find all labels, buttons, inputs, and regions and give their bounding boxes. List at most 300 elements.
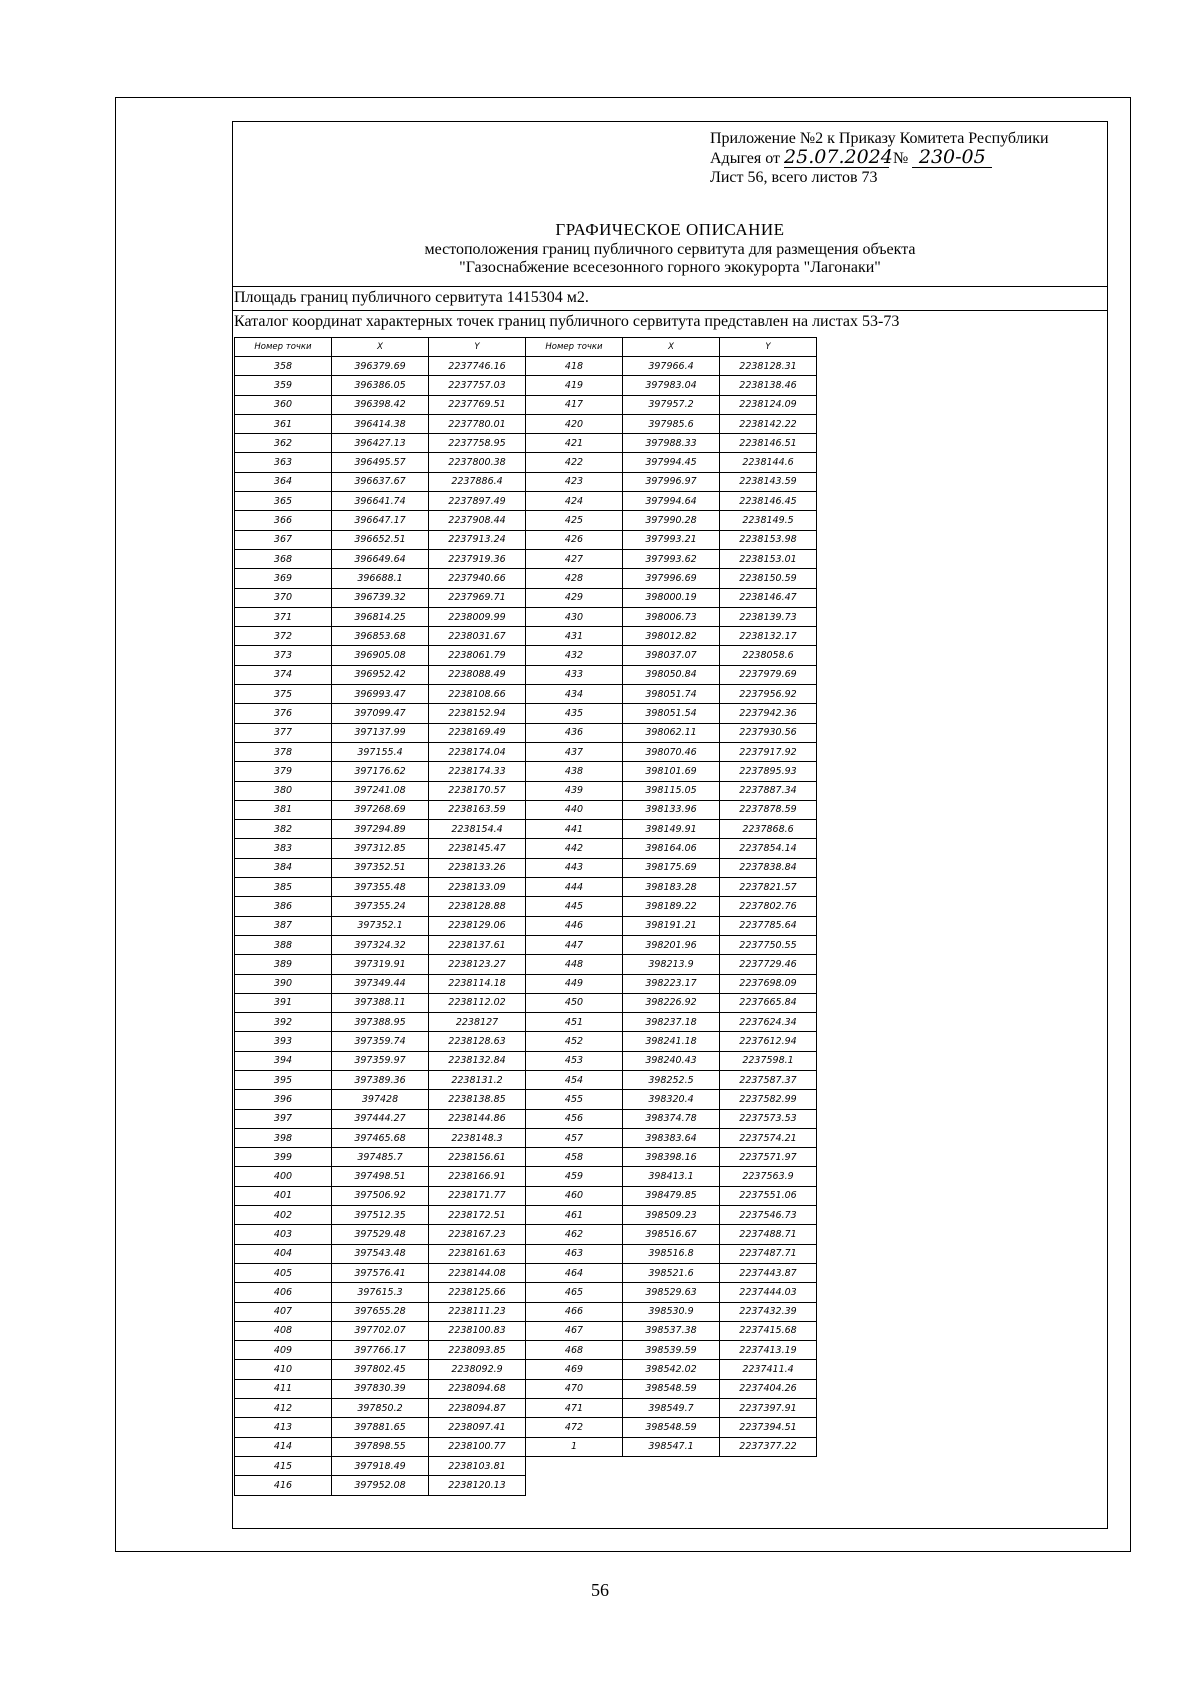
cell-x-coordinate: 396495.57 (332, 453, 429, 472)
cell-y-coordinate: 2237587.37 (720, 1070, 817, 1089)
table-row (235, 1013, 817, 1032)
cell-x-coordinate: 398252.5 (623, 1070, 720, 1089)
cell-y-coordinate: 2237887.34 (720, 781, 817, 800)
cell-point-number: 383 (235, 839, 332, 858)
cell-y-coordinate: 2238156.61 (429, 1148, 526, 1167)
cell-point-number: 426 (526, 530, 623, 549)
cell-point-number: 457 (526, 1128, 623, 1147)
cell-point-number: 377 (235, 723, 332, 742)
cell-x-coordinate: 396637.67 (332, 472, 429, 491)
cell-x-coordinate: 398516.67 (623, 1225, 720, 1244)
cell-x-coordinate: 398201.96 (623, 935, 720, 954)
table-row (235, 1128, 817, 1147)
cell-x-coordinate: 398037.07 (623, 646, 720, 665)
table-row (235, 685, 817, 704)
cell-y-coordinate: 2238163.59 (429, 800, 526, 819)
cell-point-number: 412 (235, 1399, 332, 1418)
cell-point-number: 458 (526, 1148, 623, 1167)
cell-x-coordinate: 397952.08 (332, 1476, 429, 1495)
cell-point-number: 418 (526, 357, 623, 376)
table-body (235, 357, 817, 1496)
cell-point-number: 376 (235, 704, 332, 723)
cell-y-coordinate: 2238153.98 (720, 530, 817, 549)
cell-x-coordinate: 397850.2 (332, 1399, 429, 1418)
cell-x-coordinate: 397312.85 (332, 839, 429, 858)
cell-x-coordinate: 396414.38 (332, 414, 429, 433)
cell-point-number: 378 (235, 742, 332, 761)
cell-point-number: 402 (235, 1206, 332, 1225)
cell-y-coordinate: 2237729.46 (720, 955, 817, 974)
cell-y-coordinate: 2238146.45 (720, 492, 817, 511)
cell-x-coordinate: 397352.51 (332, 858, 429, 877)
table-row (235, 472, 817, 491)
cell-y-coordinate: 2237624.34 (720, 1013, 817, 1032)
table-row (235, 1263, 817, 1282)
table-row (235, 839, 817, 858)
cell-x-coordinate: 397176.62 (332, 762, 429, 781)
cell-x-coordinate: 397388.95 (332, 1013, 429, 1032)
cell-y-coordinate: 2237802.76 (720, 897, 817, 916)
title-block (232, 221, 1108, 277)
cell-point-number: 358 (235, 357, 332, 376)
cell-point-number: 371 (235, 607, 332, 626)
cell-point-number: 471 (526, 1399, 623, 1418)
cell-x-coordinate: 397655.28 (332, 1302, 429, 1321)
cell-y-coordinate: 2238128.63 (429, 1032, 526, 1051)
cell-point-number: 429 (526, 588, 623, 607)
cell-point-number: 390 (235, 974, 332, 993)
cell-point-number: 440 (526, 800, 623, 819)
cell-x-coordinate: 398509.23 (623, 1206, 720, 1225)
cell-y-coordinate: 2238166.91 (429, 1167, 526, 1186)
cell-y-coordinate: 2238120.13 (429, 1476, 526, 1495)
cell-x-coordinate: 397994.64 (623, 492, 720, 511)
cell-y-coordinate: 2237397.91 (720, 1399, 817, 1418)
cell-x-coordinate: 398548.59 (623, 1418, 720, 1437)
cell-point-number: 368 (235, 549, 332, 568)
cell-x-coordinate: 398133.96 (623, 800, 720, 819)
header-point-number-2: Номер точки (526, 338, 623, 357)
cell-y-coordinate: 2237551.06 (720, 1186, 817, 1205)
table-row (235, 723, 817, 742)
cell-point-number: 443 (526, 858, 623, 877)
cell-point-number: 382 (235, 820, 332, 839)
cell-point-number: 444 (526, 878, 623, 897)
cell-y-coordinate: 2237785.64 (720, 916, 817, 935)
cell-x-coordinate: 396853.68 (332, 627, 429, 646)
table-row (235, 395, 817, 414)
area-row: Площадь границ публичного сервитута 1415304 м2. (232, 286, 1108, 310)
cell-point-number: 436 (526, 723, 623, 742)
header-point-number-1: Номер точки (235, 338, 332, 357)
cell-x-coordinate: 396993.47 (332, 685, 429, 704)
cell-point-number: 464 (526, 1263, 623, 1282)
cell-point-number: 433 (526, 665, 623, 684)
cell-point-number: 397 (235, 1109, 332, 1128)
cell-point-number: 453 (526, 1051, 623, 1070)
cell-x-coordinate: 398479.85 (623, 1186, 720, 1205)
cell-y-coordinate: 2238170.57 (429, 781, 526, 800)
cell-y-coordinate: 2237563.9 (720, 1167, 817, 1186)
cell-x-coordinate: 397988.33 (623, 434, 720, 453)
cell-y-coordinate: 2238174.04 (429, 742, 526, 761)
cell-y-coordinate: 2237404.26 (720, 1379, 817, 1398)
cell-y-coordinate: 2238161.63 (429, 1244, 526, 1263)
cell-point-number: 455 (526, 1090, 623, 1109)
cell-y-coordinate: 2238171.77 (429, 1186, 526, 1205)
title-line-3: "Газоснабжение всесезонного горного экокурорта "Лагонаки" (459, 259, 881, 276)
cell-x-coordinate: 398006.73 (623, 607, 720, 626)
cell-x-coordinate: 397359.97 (332, 1051, 429, 1070)
cell-y-coordinate: 2238138.85 (429, 1090, 526, 1109)
cell-point-number: 420 (526, 414, 623, 433)
cell-point-number: 423 (526, 472, 623, 491)
cell-x-coordinate: 397485.7 (332, 1148, 429, 1167)
table-row (235, 434, 817, 453)
cell-point-number (526, 1476, 623, 1495)
cell-x-coordinate: 396427.13 (332, 434, 429, 453)
cell-y-coordinate: 2238111.23 (429, 1302, 526, 1321)
cell-y-coordinate: 2237413.19 (720, 1341, 817, 1360)
cell-y-coordinate: 2237780.01 (429, 414, 526, 433)
table-row (235, 800, 817, 819)
cell-point-number: 363 (235, 453, 332, 472)
cell-y-coordinate: 2237854.14 (720, 839, 817, 858)
table-row (235, 1341, 817, 1360)
header-y-1: Y (429, 338, 526, 357)
cell-y-coordinate: 2237574.21 (720, 1128, 817, 1147)
cell-x-coordinate: 397241.08 (332, 781, 429, 800)
cell-y-coordinate: 2237769.51 (429, 395, 526, 414)
appendix-line-2 (710, 148, 1049, 168)
cell-point-number: 468 (526, 1341, 623, 1360)
cell-point-number: 469 (526, 1360, 623, 1379)
cell-x-coordinate: 396652.51 (332, 530, 429, 549)
table-row (235, 1090, 817, 1109)
cell-x-coordinate: 398164.06 (623, 839, 720, 858)
cell-y-coordinate: 2237377.22 (720, 1437, 817, 1456)
cell-x-coordinate: 397996.97 (623, 472, 720, 491)
cell-y-coordinate: 2238133.26 (429, 858, 526, 877)
cell-point-number: 384 (235, 858, 332, 877)
table-row (235, 704, 817, 723)
cell-point-number: 450 (526, 993, 623, 1012)
cell-point-number: 435 (526, 704, 623, 723)
cell-x-coordinate: 398191.21 (623, 916, 720, 935)
cell-y-coordinate: 2238123.27 (429, 955, 526, 974)
cell-point-number: 405 (235, 1263, 332, 1282)
table-row (235, 1360, 817, 1379)
cell-point-number: 381 (235, 800, 332, 819)
cell-y-coordinate: 2238143.59 (720, 472, 817, 491)
appendix-line-1: Приложение №2 к Приказу Комитета Республики (710, 130, 1049, 147)
cell-x-coordinate: 398101.69 (623, 762, 720, 781)
cell-y-coordinate: 2237571.97 (720, 1148, 817, 1167)
cell-y-coordinate: 2237940.66 (429, 569, 526, 588)
cell-x-coordinate: 397506.92 (332, 1186, 429, 1205)
cell-x-coordinate: 398226.92 (623, 993, 720, 1012)
cell-y-coordinate: 2238149.5 (720, 511, 817, 530)
cell-y-coordinate: 2238146.51 (720, 434, 817, 453)
cell-x-coordinate: 398183.28 (623, 878, 720, 897)
cell-x-coordinate: 398398.16 (623, 1148, 720, 1167)
table-row (235, 1206, 817, 1225)
cell-y-coordinate: 2238125.66 (429, 1283, 526, 1302)
cell-point-number: 410 (235, 1360, 332, 1379)
cell-point-number: 369 (235, 569, 332, 588)
cell-x-coordinate: 396814.25 (332, 607, 429, 626)
table-row (235, 1148, 817, 1167)
cell-y-coordinate: 2238167.23 (429, 1225, 526, 1244)
cell-point-number: 407 (235, 1302, 332, 1321)
cell-x-coordinate: 398237.18 (623, 1013, 720, 1032)
cell-y-coordinate: 2238148.3 (429, 1128, 526, 1147)
table-row (235, 627, 817, 646)
cell-y-coordinate: 2238145.47 (429, 839, 526, 858)
table-row (235, 588, 817, 607)
table-row (235, 955, 817, 974)
cell-point-number: 391 (235, 993, 332, 1012)
cell-point-number: 413 (235, 1418, 332, 1437)
table-row (235, 1109, 817, 1128)
cell-x-coordinate: 397324.32 (332, 935, 429, 954)
cell-point-number: 462 (526, 1225, 623, 1244)
cell-point-number: 398 (235, 1128, 332, 1147)
table-row (235, 1244, 817, 1263)
cell-x-coordinate: 397996.69 (623, 569, 720, 588)
cell-x-coordinate: 398547.1 (623, 1437, 720, 1456)
cell-y-coordinate: 2237930.56 (720, 723, 817, 742)
cell-x-coordinate: 397881.65 (332, 1418, 429, 1437)
cell-x-coordinate: 397355.24 (332, 897, 429, 916)
table-row (235, 1399, 817, 1418)
cell-y-coordinate: 2238103.81 (429, 1456, 526, 1475)
cell-y-coordinate: 2238061.79 (429, 646, 526, 665)
cell-x-coordinate: 398529.63 (623, 1283, 720, 1302)
cell-y-coordinate (720, 1476, 817, 1495)
appendix-date: 25.07.2024 (784, 146, 893, 168)
cell-point-number: 399 (235, 1148, 332, 1167)
cell-y-coordinate: 2238009.99 (429, 607, 526, 626)
cell-y-coordinate: 2237394.51 (720, 1418, 817, 1437)
cell-x-coordinate: 398241.18 (623, 1032, 720, 1051)
cell-point-number (526, 1456, 623, 1475)
table-row (235, 762, 817, 781)
cell-point-number: 388 (235, 935, 332, 954)
cell-point-number: 394 (235, 1051, 332, 1070)
cell-point-number: 463 (526, 1244, 623, 1263)
cell-y-coordinate: 2238093.85 (429, 1341, 526, 1360)
cell-y-coordinate: 2238150.59 (720, 569, 817, 588)
cell-x-coordinate: 396398.42 (332, 395, 429, 414)
cell-x-coordinate: 396647.17 (332, 511, 429, 530)
cell-y-coordinate: 2237443.87 (720, 1263, 817, 1282)
cell-x-coordinate: 396905.08 (332, 646, 429, 665)
cell-y-coordinate: 2238128.88 (429, 897, 526, 916)
cell-point-number: 380 (235, 781, 332, 800)
cell-y-coordinate: 2238131.2 (429, 1070, 526, 1089)
cell-y-coordinate: 2237757.03 (429, 376, 526, 395)
cell-x-coordinate: 397918.49 (332, 1456, 429, 1475)
cell-point-number: 452 (526, 1032, 623, 1051)
appendix-date-prefix: Адыгея от (710, 150, 781, 167)
cell-x-coordinate: 397099.47 (332, 704, 429, 723)
cell-y-coordinate: 2238172.51 (429, 1206, 526, 1225)
cell-x-coordinate: 397137.99 (332, 723, 429, 742)
cell-x-coordinate: 398012.82 (623, 627, 720, 646)
table-row (235, 781, 817, 800)
table-row (235, 974, 817, 993)
cell-x-coordinate: 397994.45 (623, 453, 720, 472)
cell-point-number: 442 (526, 839, 623, 858)
cell-point-number: 467 (526, 1321, 623, 1340)
table-row (235, 530, 817, 549)
cell-point-number: 448 (526, 955, 623, 974)
table-row (235, 1032, 817, 1051)
cell-y-coordinate: 2237750.55 (720, 935, 817, 954)
cell-y-coordinate: 2237886.4 (429, 472, 526, 491)
table-row (235, 607, 817, 626)
cell-point-number: 360 (235, 395, 332, 414)
cell-y-coordinate: 2237838.84 (720, 858, 817, 877)
cell-y-coordinate: 2237546.73 (720, 1206, 817, 1225)
table-row (235, 916, 817, 935)
cell-y-coordinate: 2238112.02 (429, 993, 526, 1012)
cell-x-coordinate: 397543.48 (332, 1244, 429, 1263)
cell-y-coordinate: 2238108.66 (429, 685, 526, 704)
cell-point-number: 427 (526, 549, 623, 568)
cell-x-coordinate: 396379.69 (332, 357, 429, 376)
cell-point-number: 470 (526, 1379, 623, 1398)
cell-x-coordinate: 397268.69 (332, 800, 429, 819)
cell-y-coordinate: 2237917.92 (720, 742, 817, 761)
table-row (235, 357, 817, 376)
appendix-block (710, 129, 1049, 187)
header-x-2: X (623, 338, 720, 357)
cell-x-coordinate: 398537.38 (623, 1321, 720, 1340)
table-row (235, 993, 817, 1012)
cell-x-coordinate: 398070.46 (623, 742, 720, 761)
cell-point-number: 451 (526, 1013, 623, 1032)
cell-x-coordinate: 398542.02 (623, 1360, 720, 1379)
table-row (235, 1456, 817, 1475)
table-row (235, 549, 817, 568)
cell-x-coordinate: 397359.74 (332, 1032, 429, 1051)
cell-y-coordinate: 2238088.49 (429, 665, 526, 684)
cell-y-coordinate: 2237415.68 (720, 1321, 817, 1340)
cell-point-number: 389 (235, 955, 332, 974)
cell-x-coordinate: 398050.84 (623, 665, 720, 684)
cell-point-number: 364 (235, 472, 332, 491)
cell-point-number: 459 (526, 1167, 623, 1186)
cell-point-number: 460 (526, 1186, 623, 1205)
cell-x-coordinate: 397766.17 (332, 1341, 429, 1360)
cell-point-number: 438 (526, 762, 623, 781)
cell-x-coordinate: 398530.9 (623, 1302, 720, 1321)
cell-x-coordinate: 397830.39 (332, 1379, 429, 1398)
cell-x-coordinate: 397352.1 (332, 916, 429, 935)
document-title: ГРАФИЧЕСКОЕ ОПИСАНИЕ (555, 220, 785, 239)
cell-point-number: 417 (526, 395, 623, 414)
cell-point-number: 434 (526, 685, 623, 704)
table-row (235, 511, 817, 530)
title-line-2: местоположения границ публичного сервитута для размещения объекта (424, 241, 916, 258)
cell-x-coordinate: 397444.27 (332, 1109, 429, 1128)
cell-y-coordinate: 2238174.33 (429, 762, 526, 781)
cell-x-coordinate: 398320.4 (623, 1090, 720, 1109)
appendix-number-label: № (893, 150, 909, 167)
cell-y-coordinate: 2238058.6 (720, 646, 817, 665)
cell-point-number: 387 (235, 916, 332, 935)
cell-y-coordinate: 2237979.69 (720, 665, 817, 684)
cell-y-coordinate: 2237598.1 (720, 1051, 817, 1070)
cell-y-coordinate: 2238137.61 (429, 935, 526, 954)
cell-point-number: 431 (526, 627, 623, 646)
cell-x-coordinate: 398413.1 (623, 1167, 720, 1186)
cell-x-coordinate: 398539.59 (623, 1341, 720, 1360)
cell-x-coordinate: 398549.7 (623, 1399, 720, 1418)
cell-y-coordinate: 2237582.99 (720, 1090, 817, 1109)
cell-x-coordinate: 397983.04 (623, 376, 720, 395)
cell-point-number: 454 (526, 1070, 623, 1089)
cell-y-coordinate: 2237488.71 (720, 1225, 817, 1244)
cell-point-number: 370 (235, 588, 332, 607)
cell-y-coordinate: 2238169.49 (429, 723, 526, 742)
cell-x-coordinate: 396649.64 (332, 549, 429, 568)
cell-y-coordinate: 2238129.06 (429, 916, 526, 935)
cell-x-coordinate: 398516.8 (623, 1244, 720, 1263)
table-row (235, 1283, 817, 1302)
cell-point-number: 411 (235, 1379, 332, 1398)
cell-point-number: 430 (526, 607, 623, 626)
table-row (235, 1302, 817, 1321)
cell-point-number: 404 (235, 1244, 332, 1263)
cell-y-coordinate: 2238100.77 (429, 1437, 526, 1456)
table-row (235, 1186, 817, 1205)
cell-y-coordinate: 2237758.95 (429, 434, 526, 453)
cell-y-coordinate: 2237573.53 (720, 1109, 817, 1128)
cell-y-coordinate: 2237821.57 (720, 878, 817, 897)
cell-y-coordinate: 2237411.4 (720, 1360, 817, 1379)
cell-y-coordinate: 2237746.16 (429, 357, 526, 376)
cell-x-coordinate: 398240.43 (623, 1051, 720, 1070)
cell-point-number: 396 (235, 1090, 332, 1109)
cell-point-number: 385 (235, 878, 332, 897)
cell-x-coordinate: 397985.6 (623, 414, 720, 433)
cell-y-coordinate: 2237897.49 (429, 492, 526, 511)
cell-point-number: 437 (526, 742, 623, 761)
cell-x-coordinate: 397702.07 (332, 1321, 429, 1340)
cell-y-coordinate: 2238127 (429, 1013, 526, 1032)
cell-x-coordinate: 397615.3 (332, 1283, 429, 1302)
cell-y-coordinate: 2238142.22 (720, 414, 817, 433)
cell-y-coordinate: 2237487.71 (720, 1244, 817, 1263)
cell-x-coordinate: 398051.54 (623, 704, 720, 723)
cell-point-number: 447 (526, 935, 623, 954)
cell-y-coordinate: 2237908.44 (429, 511, 526, 530)
cell-x-coordinate: 397465.68 (332, 1128, 429, 1147)
cell-point-number: 432 (526, 646, 623, 665)
cell-point-number: 401 (235, 1186, 332, 1205)
cell-x-coordinate: 397957.2 (623, 395, 720, 414)
cell-x-coordinate: 397498.51 (332, 1167, 429, 1186)
cell-x-coordinate: 398051.74 (623, 685, 720, 704)
sheet-info: Лист 56, всего листов 73 (710, 169, 878, 186)
cell-x-coordinate: 398115.05 (623, 781, 720, 800)
cell-x-coordinate: 396688.1 (332, 569, 429, 588)
cell-point-number: 393 (235, 1032, 332, 1051)
page-number: 56 (591, 1580, 609, 1600)
